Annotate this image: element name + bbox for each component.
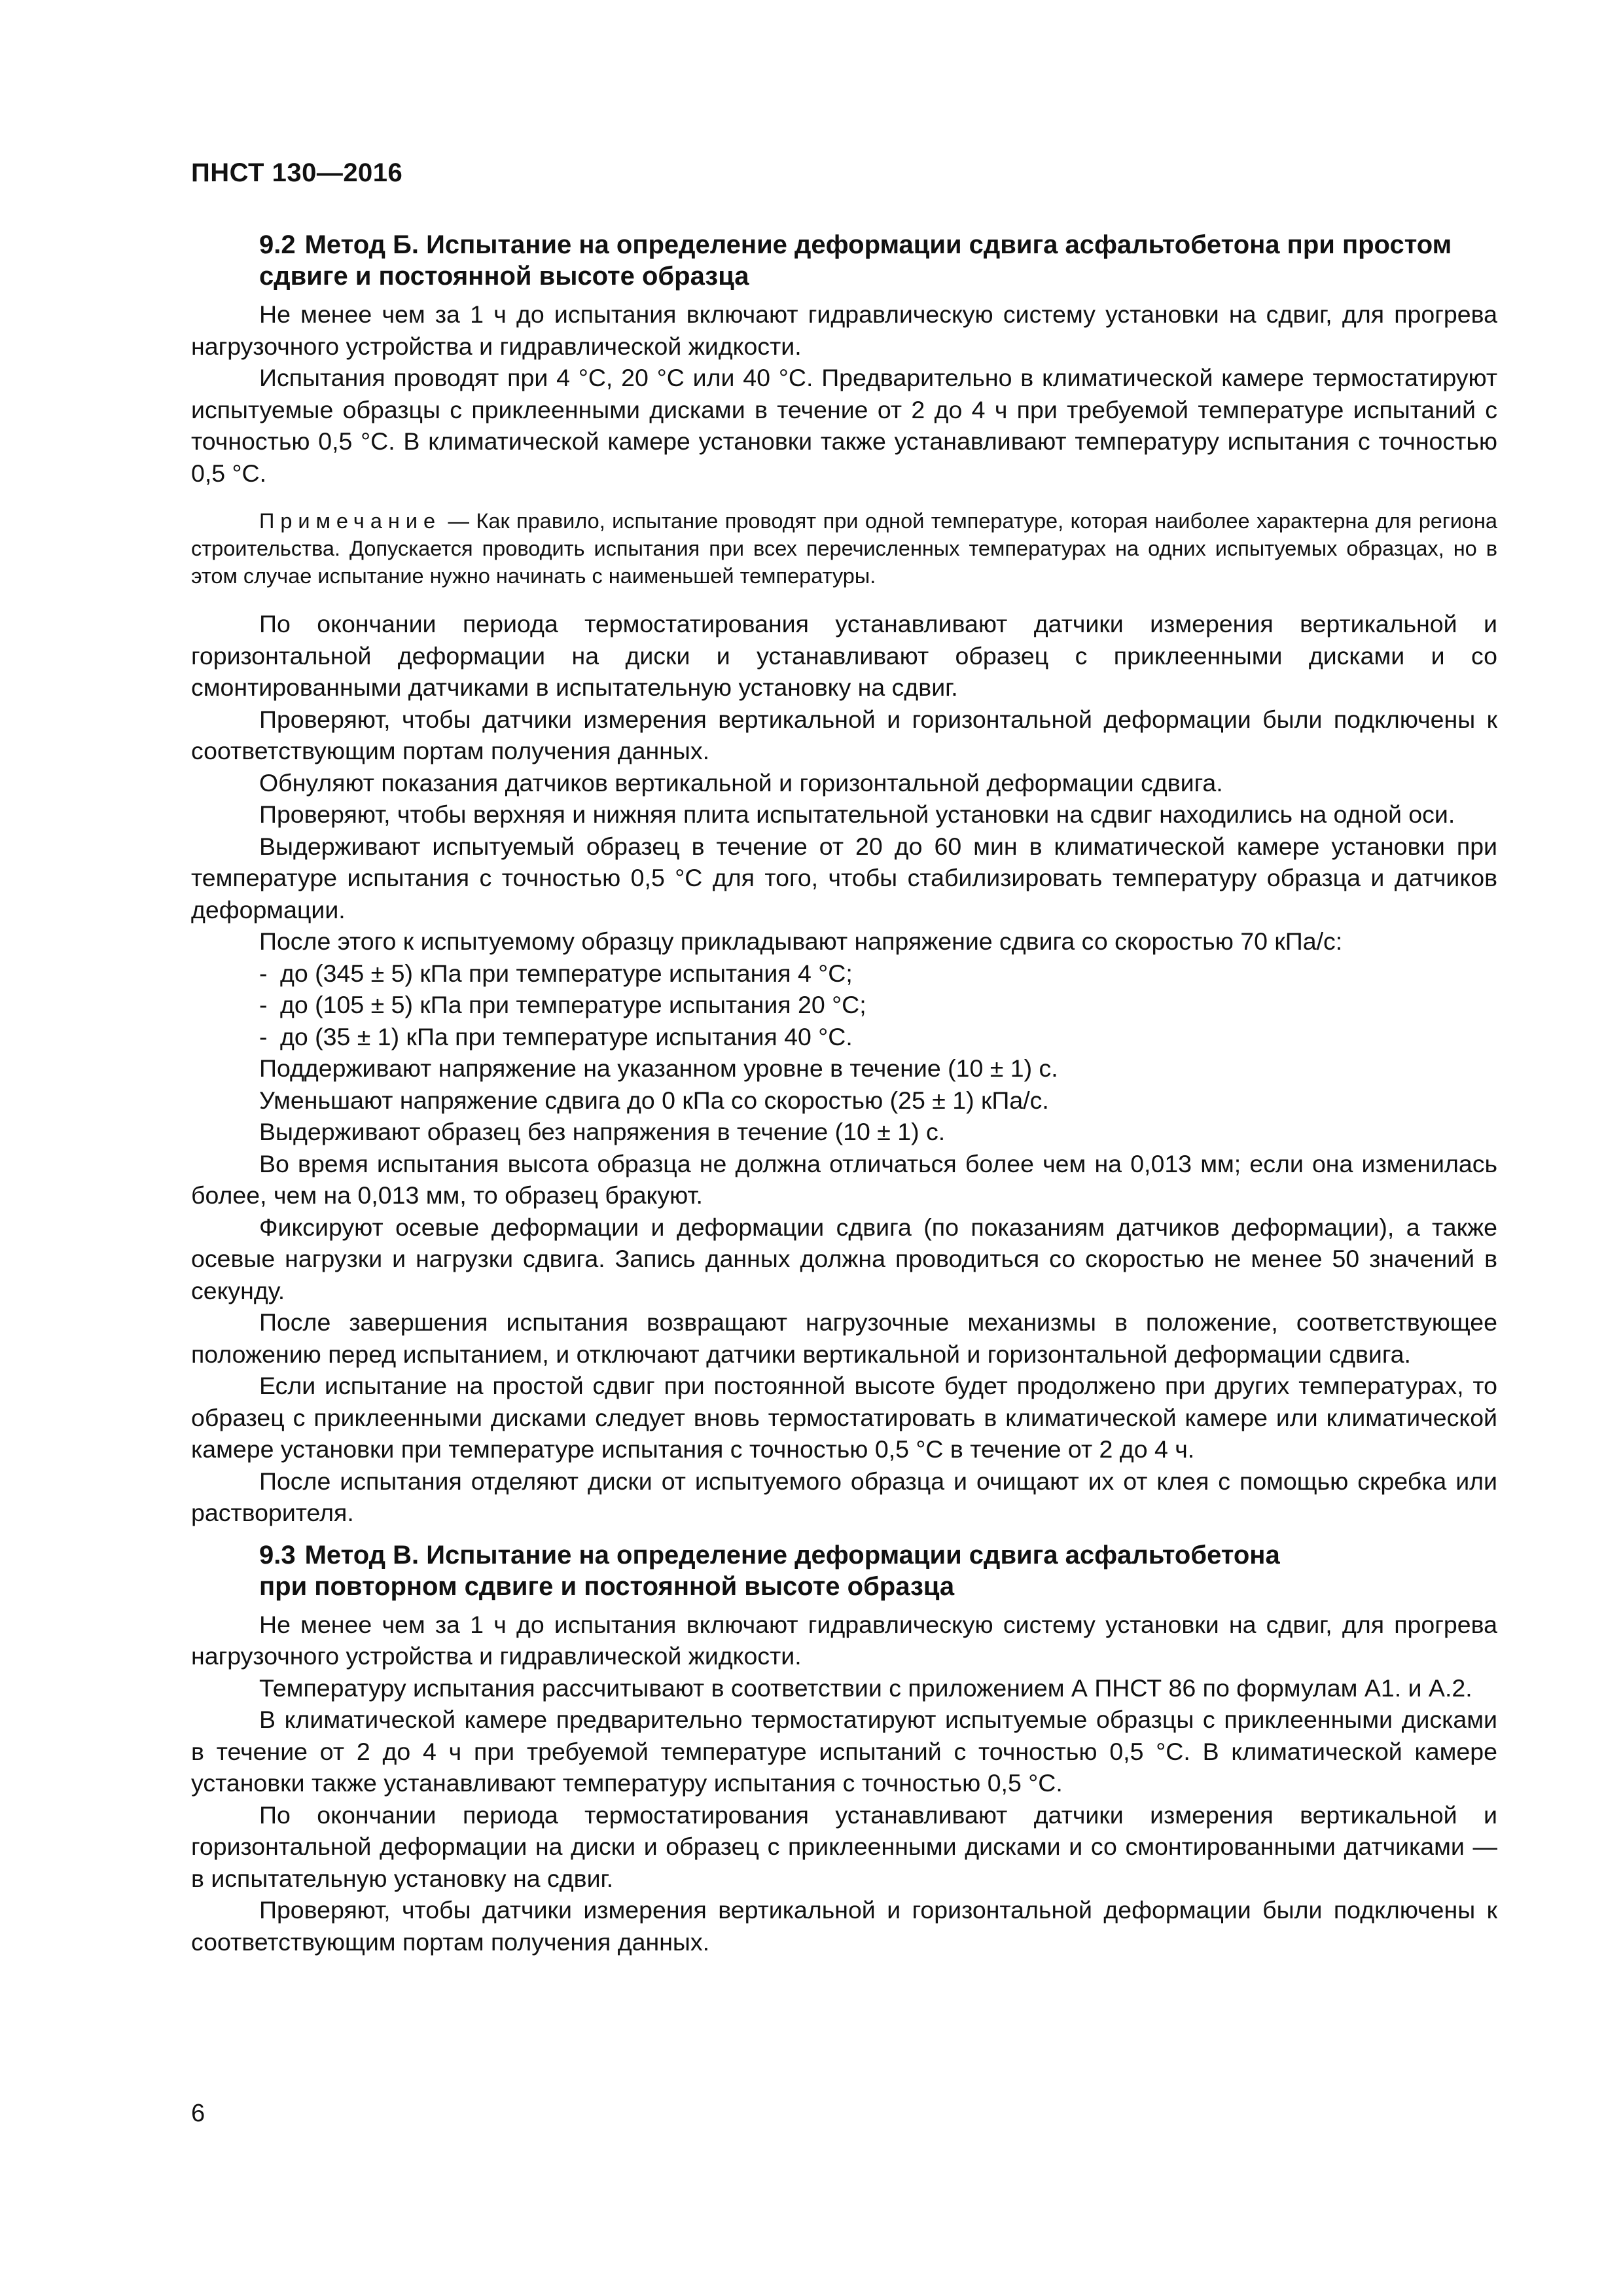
paragraph: Не менее чем за 1 ч до испытания включают гидравлическую систему установки на сдвиг, для прогрева нагрузочного устройства и гидравлической жидкости. <box>191 1610 1497 1670</box>
list-item <box>191 989 1497 1021</box>
paragraph: Проверяют, чтобы датчики измерения вертикальной и горизонтальной деформации были подключены к соответствующим портам получения данных. <box>191 705 1497 764</box>
list-dash: - <box>259 991 268 1018</box>
note <box>191 507 1497 590</box>
paragraph: Обнуляют показания датчиков вертикальной и горизонтальной деформации сдвига. <box>259 768 1223 797</box>
paragraph: После испытания отделяют диски от испытуемого образца и очищают их от клея с помощью скребка или растворителя. <box>191 1467 1497 1526</box>
paragraph: Если испытание на простой сдвиг при постоянной высоте будет продолжено при других температурах, то образец с приклеенными дисками следует вновь термостатировать в климатической камере или климатической камере установки при температуре испытания с точностью 0,5 °С в течение от 2 до 4 ч. <box>191 1372 1497 1463</box>
list-item-text: до (345 ± 5) кПа при температуре испытания 4 °С; <box>280 959 853 987</box>
list-dash: - <box>259 1022 268 1050</box>
paragraph: Проверяют, чтобы датчики измерения вертикальной и горизонтальной деформации были подключены к соответствующим портам получения данных. <box>191 1896 1497 1956</box>
paragraph: Температуру испытания рассчитывают в соответствии с приложением А ПНСТ 86 по формулам А1. и А.2. <box>259 1674 1472 1702</box>
paragraph: Выдерживают испытуемый образец в течение от 20 до 60 мин в климатической камере установки при температуре испытания с точностью 0,5 °С для того, чтобы стабилизировать температуру образца и датчиков деформации. <box>191 832 1497 924</box>
page-number: 6 <box>191 2100 205 2127</box>
document-body <box>191 229 1497 1958</box>
document-header: ПНСТ 130—2016 <box>191 158 403 187</box>
section-title-line2: сдвиге и постоянной высоте образца <box>259 262 749 291</box>
paragraph: Проверяют, чтобы верхняя и нижняя плита испытательной установки на сдвиг находились на одной оси. <box>259 800 1455 828</box>
spacer <box>191 1529 1497 1539</box>
paragraph: После завершения испытания возвращают нагрузочные механизмы в положение, соответствующее положению перед испытанием, и отключают датчики вертикальной и горизонтальной деформации сдвига. <box>191 1308 1497 1368</box>
list-item <box>191 1021 1497 1053</box>
paragraph: Не менее чем за 1 ч до испытания включают гидравлическую систему установки на сдвиг, для прогрева нагрузочного устройства и гидравлической жидкости. <box>191 300 1497 360</box>
paragraph: Во время испытания высота образца не должна отличаться более чем на 0,013 мм; если она изменилась более, чем на 0,013 мм, то образец бракуют. <box>191 1149 1497 1209</box>
paragraph: Выдерживают образец без напряжения в течение (10 ± 1) с. <box>259 1118 946 1145</box>
list-item-text: до (105 ± 5) кПа при температуре испытания 20 °С; <box>280 991 866 1018</box>
paragraph: После этого к испытуемому образцу прикладывают напряжение сдвига со скоростью 70 кПа/с: <box>259 927 1343 955</box>
section-title-line1: Метод В. Испытание на определение деформации сдвига асфальтобетона <box>304 1540 1280 1570</box>
section-title-line1: Метод Б. Испытание на определение деформации сдвига асфальтобетона при простом <box>304 230 1452 259</box>
list-dash: - <box>259 959 268 987</box>
section-number: 9.2 <box>259 230 296 259</box>
paragraph: По окончании периода термостатирования устанавливают датчики измерения вертикальной и горизонтальной деформации на диски и устанавливают образец с приклеенными дисками и со смонтированными датчиками в испытательную установку на сдвиг. <box>191 610 1497 701</box>
note-text: — Как правило, испытание проводят при одной температуре, которая наиболее характерна для региона строительства. Допускается проводить испытания при всех перечисленных температурах на одних испытуемых образцах, но в этом случае испытание нужно начинать с наименьшей температуры. <box>191 509 1497 588</box>
paragraph: В климатической камере предварительно термостатируют испытуемые образцы с приклеенными дисками в течение от 2 до 4 ч при требуемой температуре испытаний с точностью 0,5 °С. В климатической камере установки также устанавливают температуру испытания с точностью 0,5 °С. <box>191 1706 1497 1797</box>
paragraph: Поддерживают напряжение на указанном уровне в течение (10 ± 1) с. <box>259 1054 1058 1082</box>
section-9-2-heading <box>191 229 1497 292</box>
list-item-text: до (35 ± 1) кПа при температуре испытания 40 °С. <box>280 1022 853 1050</box>
note-label: Примечание <box>259 509 442 533</box>
section-number: 9.3 <box>259 1540 296 1570</box>
section-9-3-heading <box>191 1539 1497 1602</box>
paragraph: Испытания проводят при 4 °С, 20 °С или 40 °С. Предварительно в климатической камере термостатируют испытуемые образцы с приклеенными дисками в течение от 2 до 4 ч при требуемой температуре испытаний с точностью 0,5 °С. В климатической камере установки также устанавливают температуру испытания с точностью 0,5 °С. <box>191 364 1497 487</box>
paragraph: Фиксируют осевые деформации и деформации сдвига (по показаниям датчиков деформации), а также осевые нагрузки и нагрузки сдвига. Запись данных должна проводиться со скоростью не менее 50 значений в секунду. <box>191 1213 1497 1304</box>
list-item <box>191 958 1497 990</box>
paragraph: По окончании периода термостатирования устанавливают датчики измерения вертикальной и горизонтальной деформации на диски и образец с приклеенными дисками и со смонтированными датчиками — в испытательную установку на сдвиг. <box>191 1801 1497 1892</box>
paragraph: Уменьшают напряжение сдвига до 0 кПа со скоростью (25 ± 1) кПа/с. <box>259 1086 1049 1114</box>
section-title-line2: при повторном сдвиге и постоянной высоте образца <box>259 1571 955 1601</box>
